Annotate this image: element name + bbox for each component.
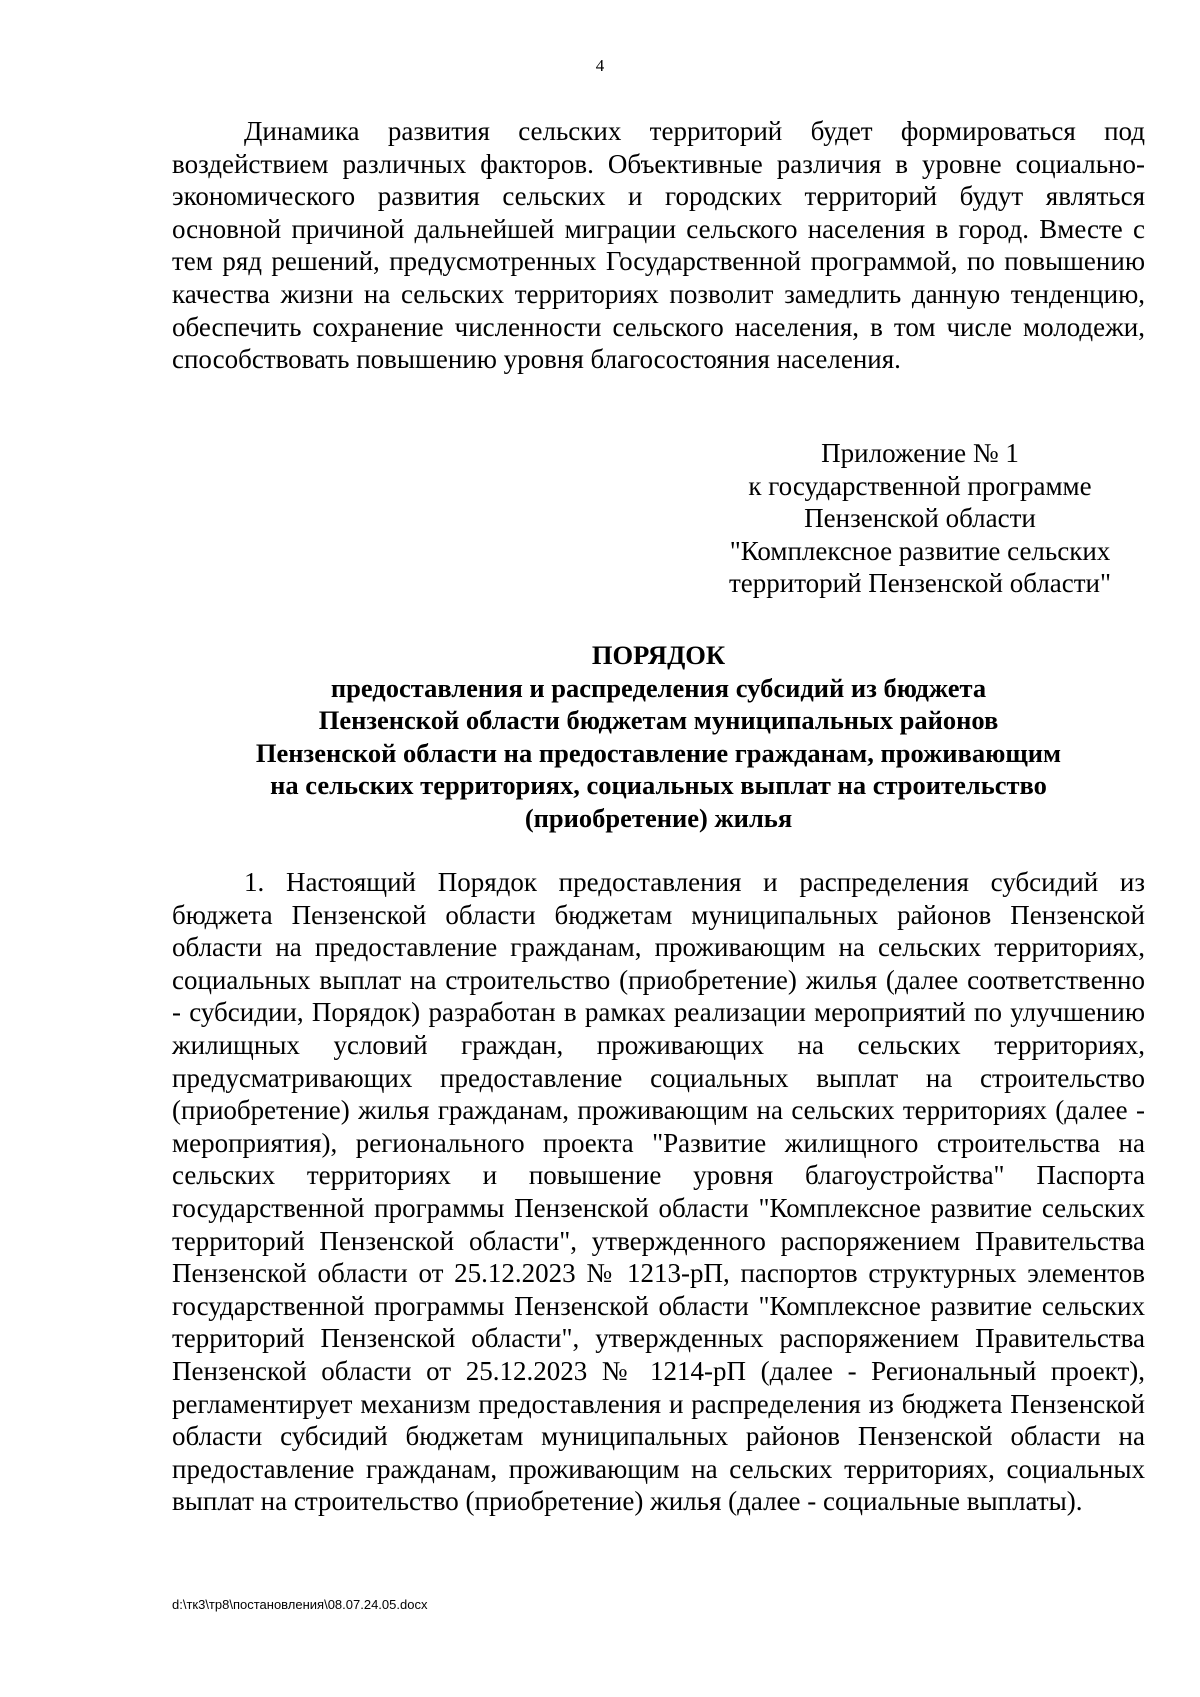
- title-line: (приобретение) жилья: [524, 802, 793, 833]
- appendix-line: "Комплексное развитие сельских: [729, 535, 1111, 566]
- page-number: 4: [595, 56, 605, 75]
- title-line: Пензенской области бюджетам муниципальных районов: [318, 705, 999, 736]
- title-line: Пензенской области на предоставление гражданам, проживающим: [255, 737, 1062, 768]
- appendix-line: Пензенской области: [804, 503, 1036, 534]
- appendix-line: Приложение № 1: [821, 438, 1019, 468]
- appendix-caption: [700, 437, 1140, 600]
- document-title: [172, 639, 1145, 835]
- title-line: предоставления и распределения субсидий из бюджета: [330, 672, 987, 703]
- appendix-line: к государственной программе: [748, 470, 1092, 501]
- appendix-line: территорий Пензенской области": [728, 568, 1112, 599]
- paragraph-1: 1. Настоящий Порядок предоставления и распределения субсидий из бюджета Пензенской области бюджетам муниципальных районов Пензенской области на предоставление гражданам, проживающим на сельских территориях, социальных выплат на строительство (приобретение) жилья (далее соответственно - субсидии, Порядок) разработан в рамках реализации мероприятий по улучшению жилищных условий граждан, проживающих на сельских территориях, предусматривающих предоставление социальных выплат на строительство (приобретение) жилья гражданам, проживающим на сельских территориях (далее - мероприятия), регионального проекта "Развитие жилищного строительства на сельских территориях и повышение уровня благоустройства" Паспорта государственной программы Пензенской области "Комплексное развитие сельских территорий Пензенской области", утвержденного распоряжением Правительства Пензенской области от 25.12.2023 № 1213-рП, паспортов структурных элементов государственной программы Пензенской области "Комплексное развитие сельских территорий Пензенской области", утвержденных распоряжением Правительства Пензенской области от 25.12.2023 № 1214-рП (далее - Региональный проект), регламентирует механизм предоставления и распределения из бюджета Пензенской области субсидий бюджетам муниципальных районов Пензенской области на предоставление гражданам, проживающим на сельских территориях, социальных выплат на строительство (приобретение) жилья (далее - социальные выплаты).: [172, 867, 1145, 1517]
- title-heading: ПОРЯДОК: [591, 640, 726, 670]
- footer-file-path: d:\тк3\тр8\постановления\08.07.24.05.docx: [172, 1597, 428, 1612]
- title-line: на сельских территориях, социальных выплат на строительство: [270, 770, 1047, 801]
- intro-paragraph: Динамика развития сельских территорий будет формироваться под воздействием различных факторов. Объективные различия в уровне социально-экономического развития сельских и городских территорий будут являться основной причиной дальнейшей миграции сельского населения в город. Вместе с тем ряд решений, предусмотренных Государственной программой, по повышению качества жизни на сельских территориях позволит замедлить данную тенденцию, обеспечить сохранение численности сельского населения, в том числе молодежи, способствовать повышению уровня благосостояния населения.: [172, 116, 1145, 375]
